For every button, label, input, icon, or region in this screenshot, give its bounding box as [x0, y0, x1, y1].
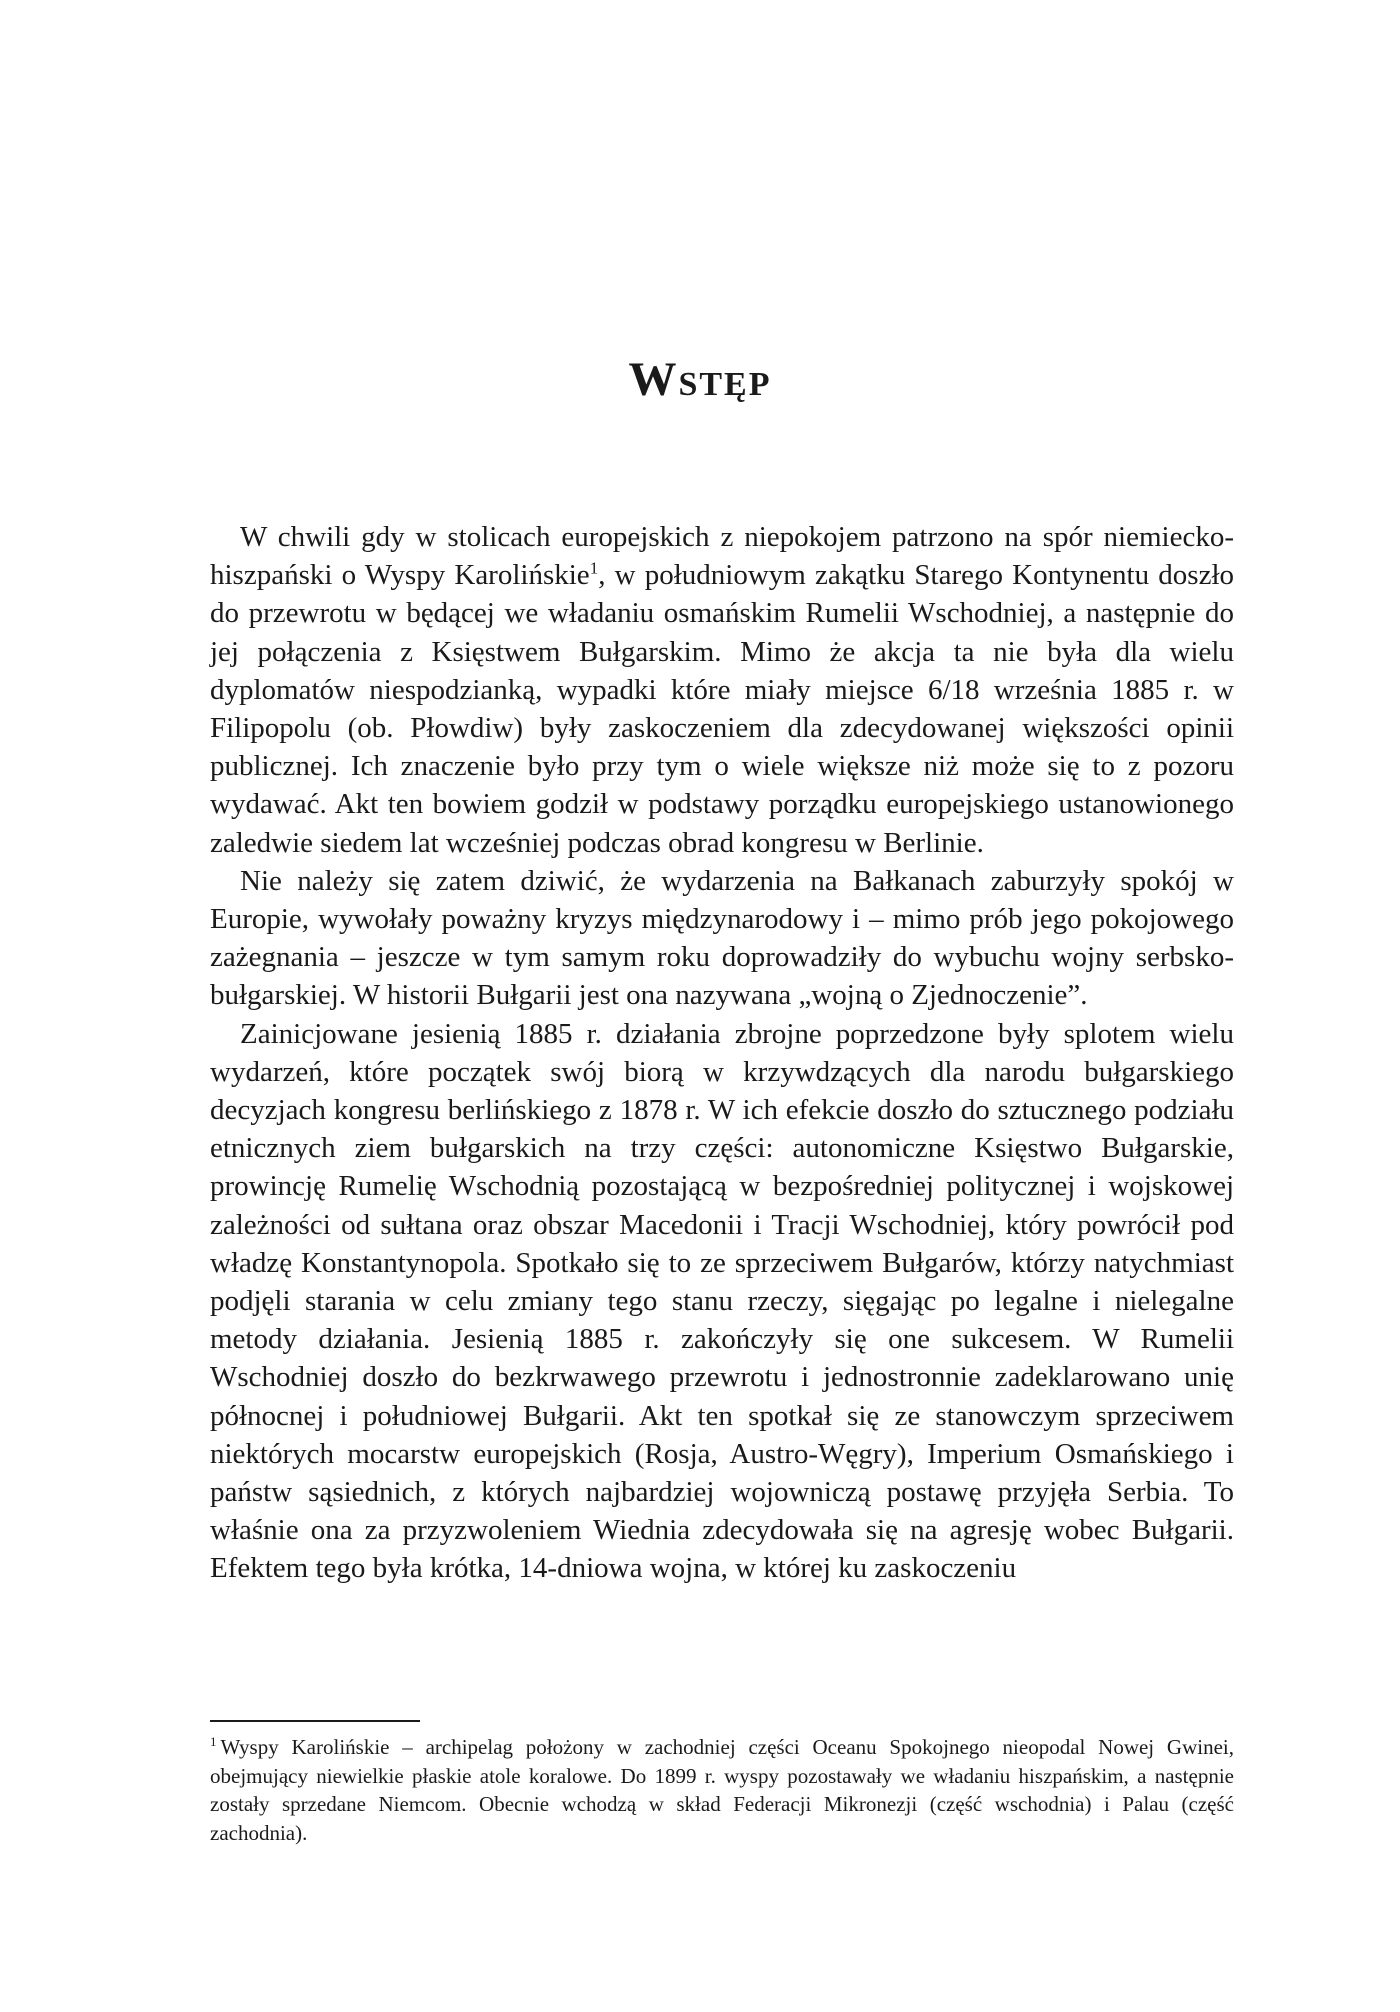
- paragraph-2: Nie należy się zatem dziwić, że wydarzenia na Bałkanach zaburzyły spokój w Europie, wywołały poważny kryzys międzynarodowy i – mimo prób jego pokojowego zażegnania – jeszcze w tym samym roku doprowadziły do wybuchu wojny serbsko-bułgarskiej. W historii Bułgarii jest ona nazywana „wojną o Zjednoczenie”.: [210, 864, 1234, 1012]
- footnote-1-text: Wyspy Karolińskie – archipelag położony w zachodniej części Oceanu Spokojnego nieopodal Nowej Gwinei, obejmujący niewielkie płaskie atole koralowe. Do 1899 r. wyspy pozostawały we władaniu hiszpańskim, a następnie zostały sprzedane Niemcom. Obecnie wchodzą w skład Federacji Mikronezji (część wschodnia) i Palau (część zachodnia).: [210, 1735, 1234, 1845]
- paragraph-1-text-a: W chwili gdy w stolicach europejskich z niepokojem patrzono na spór niemiecko-hiszpański o Wyspy Karolińskie: [210, 521, 1234, 592]
- footnote-marker: 1: [210, 1734, 217, 1749]
- footnote-reference: 1: [589, 558, 599, 578]
- paragraph-1-text-b: , w południowym zakątku Starego Kontynentu doszło do przewrotu w będącej we władaniu osmańskim Rumelii Wschodniej, a następnie do jej połączenia z Księstwem Bułgarskim. Mimo że akcja ta nie była dla wielu dyplomatów niespodzianką, wypadki które miały miejsce 6/18 września 1885 r. w Filipopolu (ob. Płowdiw) były zaskoczeniem dla zdecydowanej większości opinii publicznej. Ich znaczenie było przy tym o wiele większe niż może się to z pozoru wydawać. Akt ten bowiem godził w podstawy porządku europejskiego ustanowionego zaledwie siedem lat wcześniej podczas obrad kongresu w Berlinie.: [210, 559, 1234, 859]
- paragraph-3: Zainicjowane jesienią 1885 r. działania zbrojne poprzedzone były splotem wielu wydarzeń, które początek swój biorą w krzywdzących dla narodu bułgarskiego decyzjach kongresu berlińskiego z 1878 r. W ich efekcie doszło do sztucznego podziału etnicznych ziem bułgarskich na trzy części: autonomiczne Księstwo Bułgarskie, prowincję Rumelię Wschodnią pozostającą w bezpośredniej politycznej i wojskowej zależności od sułtana oraz obszar Macedonii i Tracji Wschodniej, który powrócił pod władzę Konstantynopola. Spotkało się to ze sprzeciwem Bułgarów, którzy natychmiast podjęli starania w celu zmiany tego stanu rzeczy, sięgając po legalne i nielegalne metody działania. Jesienią 1885 r. zakończyły się one sukcesem. W Rumelii Wschodniej doszło do bezkrwawego przewrotu i jednostronnie zadeklarowano unię północnej i południowej Bułgarii. Akt ten spotkał się ze stanowczym sprzeciwem niektórych mocarstw europejskich (Rosja, Austro-Węgry), Imperium Osmańskiego i państw sąsiednich, z których najbardziej wojowniczą postawę przyjęła Serbia. To właśnie ona za przyzwoleniem Wiednia zdecydowała się na agresję wobec Bułgarii. Efektem tego była krótka, 14-dniowa wojna, w której ku zaskoczeniu: [210, 1017, 1234, 1585]
- footnote-separator: [210, 1720, 420, 1722]
- footnotes: [210, 1733, 1234, 1847]
- footnote-1: [210, 1733, 1234, 1847]
- main-text: [210, 518, 1234, 1588]
- chapter-title: Wstęp: [628, 353, 772, 406]
- paragraph-1: [210, 518, 1234, 862]
